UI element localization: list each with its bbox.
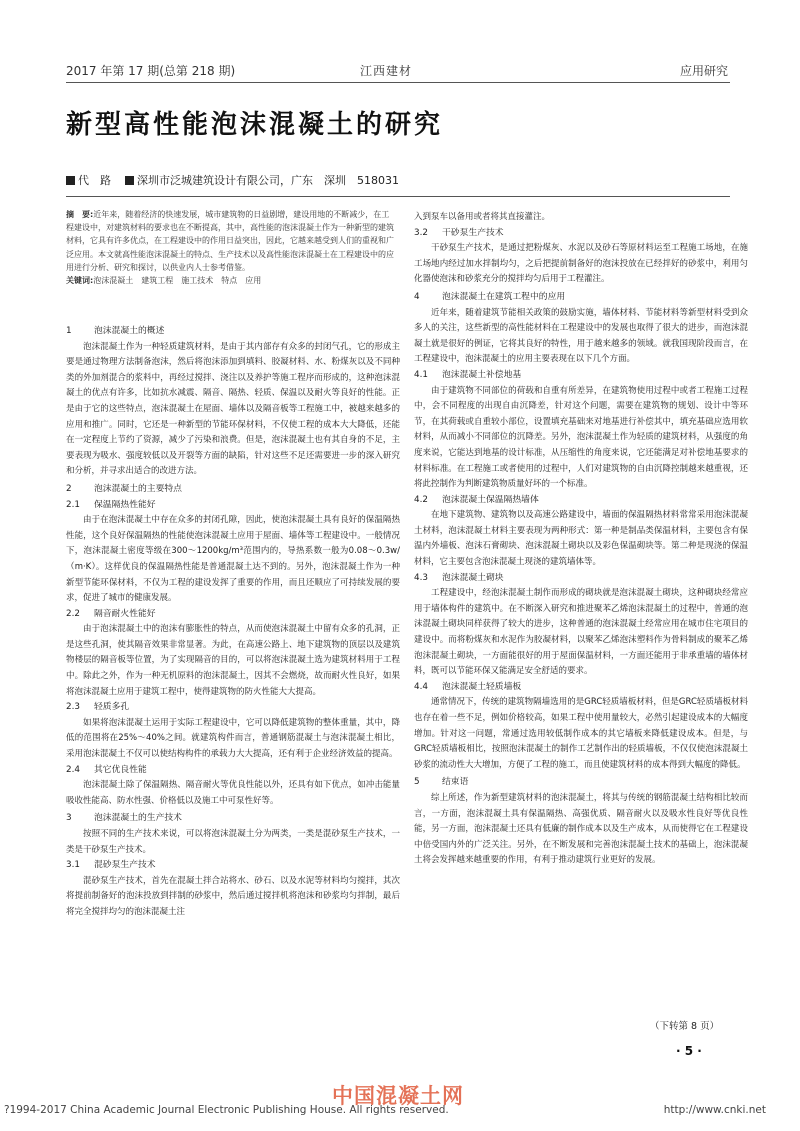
paragraph: 通常情况下，传统的建筑物隔墙选用的是GRC轻质墙板材料，但是GRC轻质墙板材料也存在着一些不足，例如价格较高，如果工程中使用量较大，必然引起建设成本的大幅度增加。针对这一问题，常通过选用较低制作成本的其它墙板来降低建设成本。但是，与GRC轻质墙板相比，按照泡沫混凝土的制作工艺制作出的轻质墙板，不仅仅使泡沫混凝土砂浆的流动性大大增加，方便了工程的施工，而且使建筑材料的成本得到大幅度的降低。 (414, 697, 748, 770)
subsection-heading: 2.1 保温隔热性能好 (66, 499, 156, 510)
author-name: 代 路 (78, 174, 111, 187)
author-affiliation: 深圳市泛城建筑设计有限公司，广东 深圳 518031 (137, 174, 399, 187)
issue-info: 2017 年第 17 期(总第 218 期) (66, 64, 236, 78)
paragraph: 工程建设中，经泡沫混凝土制作而形成的砌块就是泡沫混凝土砌块，这种砌块经常应用于墙体构件的建筑中。在不断深入研究和推进聚苯乙烯泡沫混凝土的过程中，普通的泡沫混凝土砌块同样获得了较大的进步，这种普通的泡沫混凝土经常应用在城市住宅项目的建设中。而将粉煤灰和水泥作为胶凝材料，以聚苯乙烯泡沫塑料作为骨料制成的聚苯乙烯泡沫混凝土砌块，一方面能很好的用于屋面保温材料，一方面还能用于非承重墙的墙体材料，既可以节能环保又能满足安全舒适的要求。 (414, 588, 748, 677)
abstract-block (66, 208, 396, 287)
paragraph: 由于泡沫混凝土中的泡沫有膨胀性的特点，从而使泡沫混凝土中留有众多的孔洞，正是这些孔洞，使其隔音效果非常显著。为此，在高速公路上、地下建筑物的顶层以及建筑物楼层的隔音板等位置，为了实现隔音的目的，可以将泡沫混凝土选为建筑材料用于工程中。除此之外，作为一种无机原料的泡沫混凝土，因其不会燃烧，故而耐火性良好，如果将泡沫混凝土应用于建筑工程中，使得建筑物的防火性能大大提高。 (66, 624, 400, 697)
subsection-heading: 4.3 泡沫混凝土砌块 (414, 572, 504, 583)
abstract-label: 摘 要: (66, 210, 94, 219)
subsection-heading: 2.2 隔音耐火性能好 (66, 608, 156, 619)
keywords-text: 泡沫混凝土 建筑工程 施工技术 特点 应用 (93, 276, 262, 286)
watermark-text: 中国混凝土网 (332, 1084, 464, 1108)
header-rule (66, 82, 730, 83)
subsection-heading: 3.1 混砂泵生产技术 (66, 860, 156, 871)
footer (4, 1104, 796, 1116)
left-column (66, 322, 400, 921)
paragraph: 近年来，随着建筑节能相关政策的鼓励实施，墙体材料、节能材料等新型材料受到众多人的关注，这些新型的高性能材料在工程建设中的发展也取得了很大的进步，而泡沫混凝土就是很好的例证，它将其良好的特性，用于越来越多的领域。就我国现阶段而言，在工程建设中，泡沫混凝土的应用主要表现在以下几个方面。 (414, 307, 748, 365)
paragraph: 泡沫混凝土作为一种轻质建筑材料，是由于其内部存有众多的封闭气孔，它的形成主要是通过物理方法制备泡沫，然后将泡沫添加到填料、胶凝材料、水、粉煤灰以及不同种类的外加剂混合的浆料中，再经过搅拌、浇注以及养护等施工程序而形成的，这种泡沫混凝土的优点有许多，比如抗水减震、隔音、隔热、轻质、保温以及耐火等良好的性能。正是由于它的这些特点，泡沫混凝土在屋面、墙体以及隔音板等工程施工中，被越来越多的应用和推广。同时，它还是一种新型的节能环保材料，不仅使工程的成本大大降低，还能在一定程度上节约了资源，减少了污染和浪费。但是，泡沫混凝土也有其自身的不足，主要表现为吸水、强度较低以及开裂等方面的缺陷，针对这些不足还需要进一步的深入研究和分析，并寻求出适合的改进方法。 (66, 341, 400, 477)
subsection-heading: 4.1 泡沫混凝土补偿地基 (414, 369, 522, 380)
section-heading: 1 泡沫混凝土的概述 (66, 326, 165, 336)
section-heading: 3 泡沫混凝土的生产技术 (66, 813, 182, 824)
subsection-heading: 4.2 泡沫混凝土保温隔热墙体 (414, 494, 539, 505)
section-heading: 5 结束语 (414, 777, 469, 788)
keywords-label: 关键词: (66, 276, 94, 286)
section-heading: 2 泡沫混凝土的主要特点 (66, 483, 182, 494)
subsection-heading: 2.3 轻质多孔 (66, 702, 130, 713)
author-rule (66, 196, 730, 197)
section-heading: 4 泡沫混凝土在建筑工程中的应用 (414, 291, 566, 302)
journal-name: 江西建材 (360, 64, 413, 78)
paragraph: 如果将泡沫混凝土运用于实际工程建设中，它可以降低建筑物的整体重量，其中，降低的范围将在25%～40%之间。就建筑构件而言，普通钢筋混凝土与泡沫混凝土相比，采用泡沫混凝土不仅可以使结构构件的承载力大大提高，还有利于企业经济效益的提高。 (66, 717, 400, 760)
article-title: 新型高性能泡沫混凝土的研究 (66, 110, 444, 140)
subsection-heading: 3.2 干砂泵生产技术 (414, 227, 504, 238)
paragraph: 按照不同的生产技术来说，可以将泡沫混凝土分为两类，一类是混砂泵生产技术，一类是干砂泵生产技术。 (66, 829, 400, 855)
abstract-text: 近年来，随着经济的快速发展，城市建筑物的日益剧增，建设用地的不断减少，在工程建设中，对建筑材料的要求也在不断提高，其中，高性能的泡沫混凝土作为一种新型的建筑材料，它具有许多优点，在工程建设中的作用日益突出，因此，它越来越受到人们的重视和广泛应用。本文就高性能泡沫混凝土的特点、生产技术以及高性能泡沫混凝土在工程建设中的应用进行分析、研究和探讨，以供业内人士参考借鉴。 (66, 210, 394, 272)
paragraph: 混砂泵生产技术，首先在混凝土拌合站将水、砂石、以及水泥等材料均匀搅拌，其次将提前制备好的泡沫投放到拌制的砂浆中，然后通过搅拌机将泡沫和砂浆均匀拌制，最后将完全搅拌均匀的泡沫混凝土注 (66, 875, 400, 917)
paragraph: 泡沫混凝土除了保温隔热、隔音耐火等优良性能以外，还具有如下优点，如冲击能量吸收性能高、防水性强、价格低以及施工中可泵性好等。 (66, 780, 400, 806)
footer-url[interactable]: http://www.cnki.net (663, 1104, 766, 1116)
bullet-square-icon (66, 176, 75, 185)
subsection-heading: 4.4 泡沫混凝土轻质墙板 (414, 681, 522, 692)
subsection-heading: 2.4 其它优良性能 (66, 764, 147, 775)
paragraph: 由于在泡沫混凝土中存在众多的封闭孔隙，因此，使泡沫混凝土具有良好的保温隔热性能，这个良好保温隔热的性能使泡沫混凝土应用于屋面、墙体等工程建设中。一般情况下，泡沫混凝土密度等级在300～1200kg/m³范围内的，导热系数一般为0.08～0.3w/（m·K）。这样优良的保温隔热性能是普通混凝土达不到的。另外，泡沫混凝土作为一种新型节能环保材料，不仅为工程的建设发挥了重要的作用，而且还顺应了可持续发展的要求，促进了城市的健康发展。 (66, 515, 400, 604)
right-column (414, 210, 748, 869)
paragraph: 在地下建筑物、建筑物以及高速公路建设中，墙面的保温隔热材料常常采用泡沫混凝土材料，泡沫混凝土材料主要表现为两种形式：第一种是制品类保温材料，主要包含有保温内外墙板、泡沫石膏砌块、泡沫混凝土砌块以及彩色保温砌块等。第二种是现浇的保温材料，它主要包含泡沫混凝土现浇的建筑墙体等。 (414, 510, 748, 568)
paragraph: 入到泵车以备用或者将其直接灌注。 (414, 212, 551, 222)
section-name: 应用研究 (680, 64, 729, 78)
bullet-square-icon (125, 176, 134, 185)
paragraph: 干砂泵生产技术，是通过把粉煤灰、水泥以及砂石等原材料运至工程施工场地，在施工场地内经过加水拌制均匀，之后把提前制备好的泡沫投放在已经拌好的砂浆中，利用匀化器使泡沫和砂浆充分的搅拌均匀后用于工程灌注。 (414, 243, 748, 285)
author-line (66, 172, 399, 188)
page-number: · 5 · (676, 1044, 702, 1058)
continued-note: （下转第 8 页） (650, 1021, 720, 1032)
copyright-text: ?1994-2017 China Academic Journal Electronic Publishing House. All rights reserved. (4, 1104, 449, 1116)
paragraph: 由于建筑物不同部位的荷载和自重有所差异，在建筑物使用过程中或者工程施工过程中，会不同程度的出现自由沉降差，针对这个问题，需要在建筑物的规划、设计中等环节，在其荷载或自重较小部位，设置填充基础来对地基进行补偿其中，填充基础应选用软材料，从而减小不同部位的沉降差。另外，泡沫混凝土作为轻质的建筑材料，从强度的角度来说，它能达到地基的设计标准，从压缩性的角度来说，它还能满足对补偿地基要求的材料标准。在工程施工或者使用的过程中，人们对建筑物的自由沉降控制越来越重视，还将此控制作为判断建筑物质量好坏的一个标准。 (414, 385, 748, 490)
paragraph: 综上所述，作为新型建筑材料的泡沫混凝土，将其与传统的钢筋混凝土结构相比较而言，一方面，泡沫混凝土具有保温隔热、高强优质、隔音耐火以及吸水性良好等优良性能，另一方面，泡沫混凝土还具有低廉的制作成本以及生产成本，从而使得它在工程建设中倍受国内外的广泛关注。另外，在不断发展和完善泡沫混凝土技术的基础上，泡沫混凝土将会发挥越来越重要的作用，有利于推动建筑行业更好的发展。 (414, 792, 748, 866)
